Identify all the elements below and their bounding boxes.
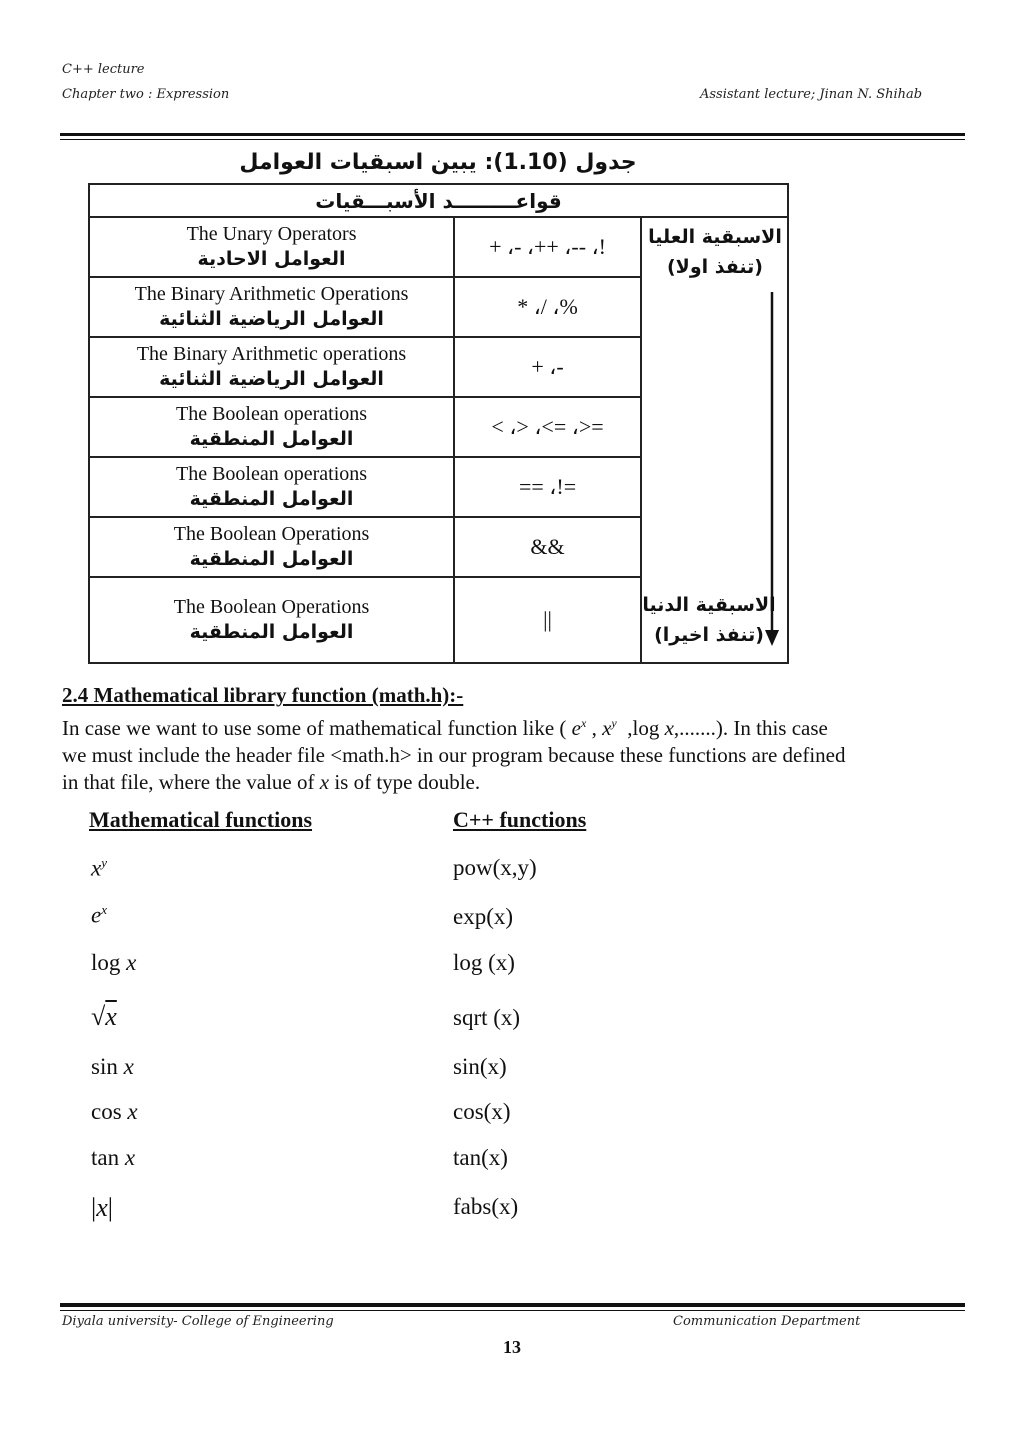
math-function-exp: $e^x$ [91, 902, 107, 928]
math-function-sin: sin x [91, 1054, 134, 1079]
cpp-function: exp(x) [453, 904, 514, 929]
math-function-tan: tan x [91, 1145, 136, 1170]
header-rule-thick [60, 133, 965, 136]
row-arabic-label: العوامل الاحادية [197, 248, 346, 270]
row-operators: && [454, 517, 641, 577]
math-function-abs: |x| [91, 1193, 113, 1222]
cpp-function: sin(x) [453, 1054, 507, 1079]
math-function-sqrt: √x [91, 1002, 117, 1031]
cpp-function: fabs(x) [453, 1194, 519, 1219]
row-operators: || [454, 577, 641, 663]
math-function-cos: cos x [91, 1099, 138, 1124]
row-english-label: The Boolean operations [176, 403, 368, 425]
header-chapter: Chapter two : Expression [62, 87, 230, 102]
top-precedence-label: الاسبقية العليا (تنفذ اولا) [648, 226, 782, 278]
row-arabic-label: العوامل المنطقية [189, 548, 354, 570]
row-english-label: The Boolean Operations [173, 523, 370, 545]
cpp-functions-header: C++ functions [453, 807, 587, 832]
section-paragraph: In case we want to use some of mathematical function like ( $e^x$ , $x^y$ ,log x,.......). In this case we must include the header file <math.h> in our program because these functions are defined in that file, where the value of x is of type double. [62, 716, 846, 794]
cpp-function: sqrt (x) [453, 1005, 521, 1030]
row-operators: + ،- [454, 337, 641, 397]
footer-rule-thick [60, 1303, 965, 1307]
math-functions-header: Mathematical functions [89, 807, 313, 832]
row-english-label: The Boolean Operations [173, 596, 370, 618]
cpp-function: tan(x) [453, 1145, 508, 1170]
row-english-label: The Boolean operations [176, 463, 368, 485]
precedence-direction-column [641, 217, 788, 663]
cpp-function: pow(x,y) [453, 855, 537, 880]
math-function-log: log x [91, 950, 137, 975]
row-operators: == ،!= [454, 457, 641, 517]
row-arabic-label: العوامل المنطقية [189, 488, 354, 510]
row-arabic-label: العوامل الرياضية الثنائية [159, 308, 384, 330]
bottom-precedence-label: الاسبقية الدنيا (تنفذ اخيرا) [642, 594, 776, 646]
footer-department: Communication Department [673, 1314, 861, 1329]
precedence-table [88, 183, 789, 664]
page-number: 13 [503, 1337, 521, 1357]
table-row [89, 217, 788, 277]
footer-rule-thin [60, 1310, 965, 1311]
header-lecturer: Assistant lecture; Jinan N. Shihab [700, 87, 923, 102]
row-operators: + ،- ،++ ،-- ،! [454, 217, 641, 277]
header-course: C++ lecture [62, 62, 145, 77]
row-english-label: The Binary Arithmetic Operations [134, 283, 409, 305]
row-english-label: The Unary Operators [186, 223, 357, 245]
footer-university: Diyala university- College of Engineering [62, 1314, 334, 1329]
cpp-function: cos(x) [453, 1099, 511, 1124]
table-title: قواعـــــــــد الأسبـــقيات [89, 184, 788, 217]
header-rule-thin [60, 139, 965, 140]
cpp-function: log (x) [453, 950, 515, 975]
row-english-label: The Binary Arithmetic operations [136, 343, 407, 365]
row-arabic-label: العوامل المنطقية [189, 621, 354, 643]
row-arabic-label: العوامل الرياضية الثنائية [159, 368, 384, 390]
section-title: 2.4 Mathematical library function (math.h):- [62, 683, 464, 707]
table-caption: جدول (1.10): يبين اسبقيات العوامل [239, 150, 637, 175]
row-arabic-label: العوامل المنطقية [189, 428, 354, 450]
row-operators: < ،> ،<= ،>= [454, 397, 641, 457]
row-operators: * ،/ ،% [454, 277, 641, 337]
math-function-power: $x^y$ [91, 855, 107, 881]
